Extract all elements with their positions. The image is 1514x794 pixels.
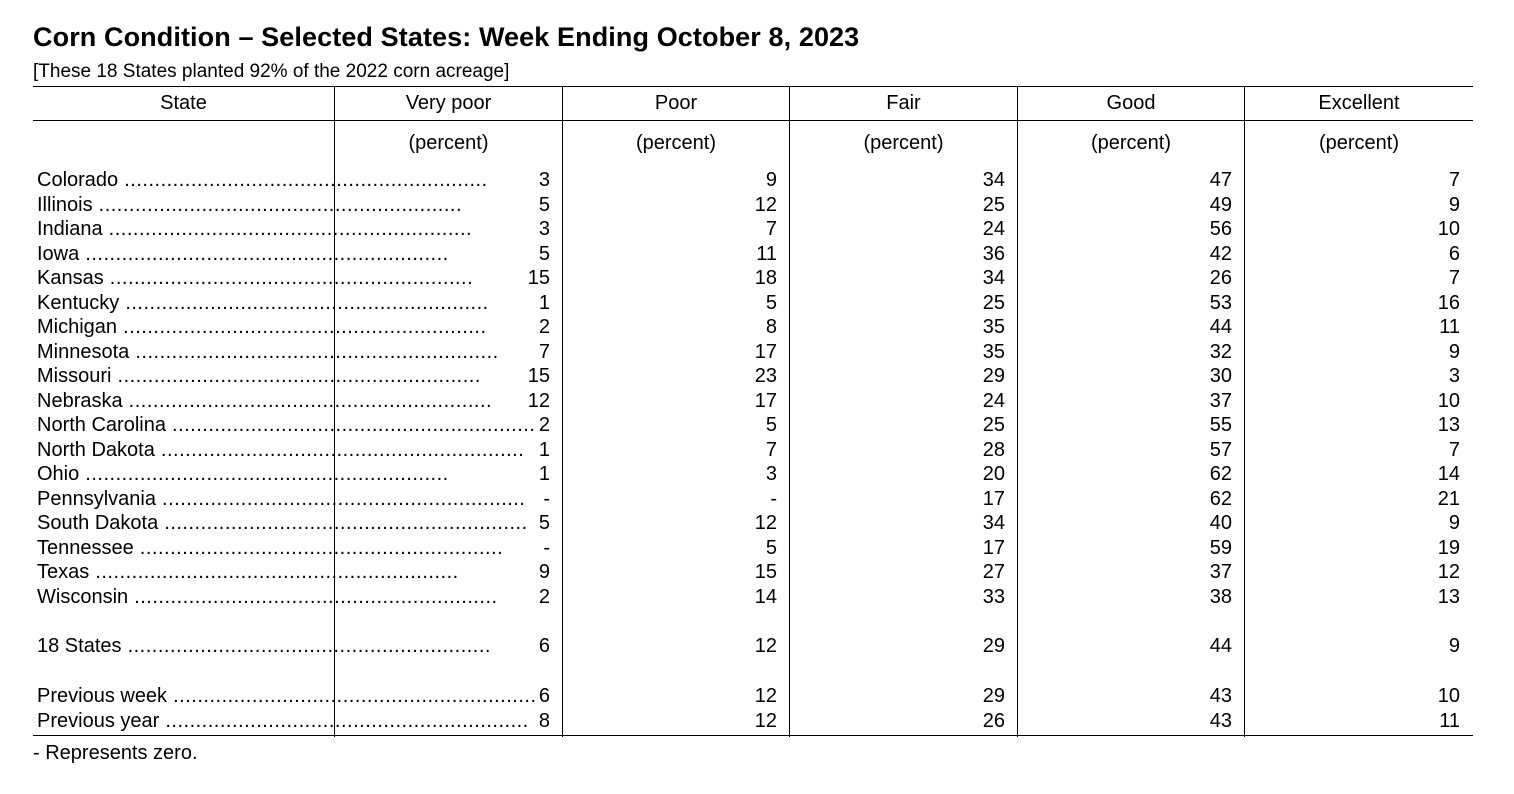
column-header-fair: Fair	[886, 92, 921, 114]
cell-fair: 36	[982, 242, 1005, 265]
state-row-label	[37, 536, 504, 560]
cell-excellent: 6	[1448, 242, 1460, 265]
cell-good: 30	[1209, 365, 1232, 387]
cell-very-poor: 9	[538, 561, 550, 583]
cell-excellent: 3	[1448, 365, 1460, 387]
dot-leader: ............................................................	[165, 414, 536, 436]
cell-fair: 34	[982, 267, 1005, 289]
summary-row-label	[37, 634, 491, 658]
dot-leader: ............................................................	[159, 709, 529, 732]
dot-leader: ............................................................	[121, 635, 491, 657]
cell-poor: 7	[765, 438, 777, 461]
state-name: 18 States	[37, 635, 122, 657]
cell-very-poor: -	[543, 487, 550, 510]
cell-poor: 11	[756, 242, 777, 265]
cell-good: 57	[1209, 438, 1232, 461]
cell-good: 55	[1209, 414, 1232, 436]
state-row-label	[37, 585, 498, 609]
cell-fair: 33	[982, 585, 1005, 608]
cell-poor: 18	[754, 267, 777, 289]
cell-very-poor: 5	[538, 193, 550, 216]
cell-very-poor: -	[543, 536, 550, 559]
state-name: Ohio	[37, 463, 80, 485]
cell-very-poor: 15	[527, 267, 550, 289]
column-header-poor: Poor	[654, 92, 698, 114]
state-name: Previous year	[37, 709, 160, 732]
cell-very-poor: 6	[538, 635, 550, 657]
table-subtitle: [These 18 States planted 92% of the 2022 corn acreage]	[33, 61, 510, 82]
cell-good: 62	[1209, 487, 1232, 510]
state-name: Kansas	[37, 267, 104, 289]
cell-excellent: 11	[1439, 316, 1460, 338]
cell-excellent: 7	[1448, 438, 1460, 461]
cell-excellent: 9	[1448, 193, 1460, 216]
state-name: Previous week	[37, 685, 168, 707]
cell-fair: 34	[982, 512, 1005, 534]
cell-poor: 17	[754, 340, 777, 363]
state-row-label	[37, 511, 528, 535]
state-row-label	[37, 487, 526, 511]
state-name: North Dakota	[37, 438, 155, 461]
cell-very-poor: 15	[527, 365, 550, 387]
cell-poor: 12	[754, 635, 777, 657]
cell-poor: 12	[754, 685, 777, 707]
cell-excellent: 11	[1439, 709, 1460, 732]
cell-excellent: 10	[1437, 685, 1460, 707]
state-row-label	[37, 315, 487, 339]
footnote: - Represents zero.	[33, 742, 198, 764]
dot-leader: ............................................................	[133, 536, 504, 559]
cell-fair: 25	[982, 193, 1005, 216]
cell-fair: 35	[982, 316, 1005, 338]
cell-fair: 26	[982, 709, 1005, 732]
cell-fair: 28	[982, 438, 1005, 461]
cell-excellent: 7	[1448, 169, 1460, 191]
cell-very-poor: 1	[538, 291, 550, 314]
cell-very-poor: 12	[527, 389, 550, 412]
cell-poor: 12	[754, 709, 777, 732]
dot-leader: ............................................................	[103, 267, 474, 289]
column-divider	[562, 87, 563, 737]
cell-very-poor: 1	[538, 438, 550, 461]
table-title: Corn Condition – Selected States: Week Ending October 8, 2023	[33, 22, 860, 52]
dot-leader: ............................................................	[118, 169, 488, 191]
cell-poor: 14	[754, 585, 777, 608]
column-header-excellent: Excellent	[1318, 92, 1400, 114]
column-unit: (percent)	[635, 132, 717, 154]
cell-fair: 25	[982, 291, 1005, 314]
dot-leader: ............................................................	[129, 340, 499, 363]
state-name: Colorado	[37, 169, 119, 191]
bottom-rule	[33, 735, 1473, 736]
cell-poor: 17	[754, 389, 777, 412]
state-name: Michigan	[37, 316, 118, 338]
cell-good: 38	[1209, 585, 1232, 608]
state-name: Minnesota	[37, 340, 130, 363]
cell-fair: 35	[982, 340, 1005, 363]
cell-excellent: 9	[1448, 512, 1460, 534]
state-row-label	[37, 462, 449, 486]
cell-good: 43	[1209, 685, 1232, 707]
state-name: Indiana	[37, 218, 103, 240]
dot-leader: ............................................................	[155, 487, 526, 510]
cell-very-poor: 2	[538, 585, 550, 608]
state-name: Wisconsin	[37, 585, 129, 608]
column-header-state: State	[160, 92, 207, 114]
state-row-label	[37, 168, 488, 192]
top-rule	[33, 86, 1473, 87]
column-divider	[789, 87, 790, 737]
dot-leader: ............................................................	[128, 585, 498, 608]
cell-excellent: 12	[1437, 561, 1460, 583]
cell-fair: 20	[982, 463, 1005, 485]
cell-poor: 9	[765, 169, 777, 191]
cell-poor: 15	[754, 561, 777, 583]
cell-good: 53	[1209, 291, 1232, 314]
cell-poor: -	[770, 487, 777, 510]
dot-leader: ............................................................	[102, 218, 473, 240]
state-row-label	[37, 291, 489, 315]
cell-good: 26	[1209, 267, 1232, 289]
dot-leader: ............................................................	[79, 463, 449, 485]
cell-good: 42	[1209, 242, 1232, 265]
cell-excellent: 19	[1437, 536, 1460, 559]
cell-fair: 17	[982, 536, 1005, 559]
cell-good: 59	[1209, 536, 1232, 559]
state-row-label	[37, 389, 493, 413]
dot-leader: ............................................................	[122, 389, 493, 412]
cell-excellent: 10	[1437, 218, 1460, 240]
column-header-good: Good	[1106, 92, 1156, 114]
cell-fair: 27	[982, 561, 1005, 583]
cell-excellent: 16	[1437, 291, 1460, 314]
cell-fair: 29	[982, 365, 1005, 387]
cell-good: 37	[1209, 389, 1232, 412]
cell-excellent: 9	[1448, 340, 1460, 363]
cell-very-poor: 5	[538, 512, 550, 534]
cell-good: 44	[1209, 635, 1232, 657]
column-header-very-poor: Very poor	[405, 92, 492, 114]
state-row-label	[37, 193, 463, 217]
cell-good: 37	[1209, 561, 1232, 583]
column-unit: (percent)	[863, 132, 944, 154]
cell-good: 44	[1209, 316, 1232, 338]
cell-poor: 23	[754, 365, 777, 387]
column-unit: (percent)	[1318, 132, 1400, 154]
state-name: North Carolina	[37, 414, 166, 436]
cell-excellent: 13	[1437, 414, 1460, 436]
state-name: Nebraska	[37, 389, 123, 412]
cell-poor: 5	[765, 536, 777, 559]
dot-leader: ............................................................	[89, 561, 459, 583]
state-name: Tennessee	[37, 536, 134, 559]
cell-excellent: 21	[1437, 487, 1460, 510]
cell-fair: 29	[982, 635, 1005, 657]
cell-very-poor: 2	[538, 414, 550, 436]
cell-poor: 7	[765, 218, 777, 240]
state-row-label	[37, 242, 449, 266]
dot-leader: ............................................................	[119, 291, 489, 314]
state-row-label	[37, 364, 481, 388]
cell-very-poor: 8	[538, 709, 550, 732]
cell-poor: 8	[765, 316, 777, 338]
cell-good: 62	[1209, 463, 1232, 485]
cell-good: 40	[1209, 512, 1232, 534]
header-rule	[33, 120, 1473, 121]
state-name: Kentucky	[37, 291, 120, 314]
cell-good: 43	[1209, 709, 1232, 732]
cell-poor: 3	[765, 463, 777, 485]
dot-leader: ............................................................	[92, 193, 463, 216]
state-name: South Dakota	[37, 512, 159, 534]
state-row-label	[37, 217, 473, 241]
cell-very-poor: 6	[538, 685, 550, 707]
cell-excellent: 13	[1437, 585, 1460, 608]
column-divider	[1017, 87, 1018, 737]
cell-good: 32	[1209, 340, 1232, 363]
cell-very-poor: 2	[538, 316, 550, 338]
cell-excellent: 10	[1437, 389, 1460, 412]
cell-fair: 24	[982, 218, 1005, 240]
cell-good: 47	[1209, 169, 1232, 191]
state-row-label	[37, 438, 525, 462]
cell-very-poor: 3	[538, 169, 550, 191]
comparison-row-label	[37, 684, 537, 708]
cell-fair: 24	[982, 389, 1005, 412]
dot-leader: ............................................................	[79, 242, 449, 265]
comparison-row-label	[37, 709, 529, 733]
cell-poor: 12	[754, 512, 777, 534]
column-divider	[1244, 87, 1245, 737]
state-row-label	[37, 560, 459, 584]
dot-leader: ............................................................	[117, 316, 487, 338]
state-row-label	[37, 340, 499, 364]
state-row-label	[37, 413, 536, 437]
state-name: Illinois	[37, 193, 93, 216]
cell-very-poor: 7	[538, 340, 550, 363]
cell-fair: 25	[982, 414, 1005, 436]
dot-leader: ............................................................	[167, 685, 537, 707]
state-name: Pennsylvania	[37, 487, 156, 510]
dot-leader: ............................................................	[154, 438, 525, 461]
cell-poor: 5	[765, 414, 777, 436]
cell-excellent: 7	[1448, 267, 1460, 289]
state-name: Texas	[37, 561, 90, 583]
cell-fair: 34	[982, 169, 1005, 191]
state-name: Iowa	[37, 242, 80, 265]
dot-leader: ............................................................	[158, 512, 528, 534]
column-unit: (percent)	[1090, 132, 1172, 154]
cell-good: 56	[1209, 218, 1232, 240]
cell-excellent: 14	[1437, 463, 1460, 485]
cell-fair: 17	[982, 487, 1005, 510]
dot-leader: ............................................................	[111, 365, 481, 387]
cell-excellent: 9	[1448, 635, 1460, 657]
cell-fair: 29	[982, 685, 1005, 707]
cell-poor: 12	[754, 193, 777, 216]
cell-very-poor: 3	[538, 218, 550, 240]
cell-poor: 5	[765, 291, 777, 314]
cell-very-poor: 1	[538, 463, 550, 485]
cell-good: 49	[1209, 193, 1232, 216]
state-name: Missouri	[37, 365, 112, 387]
cell-very-poor: 5	[538, 242, 550, 265]
state-row-label	[37, 266, 474, 290]
column-unit: (percent)	[408, 132, 489, 154]
